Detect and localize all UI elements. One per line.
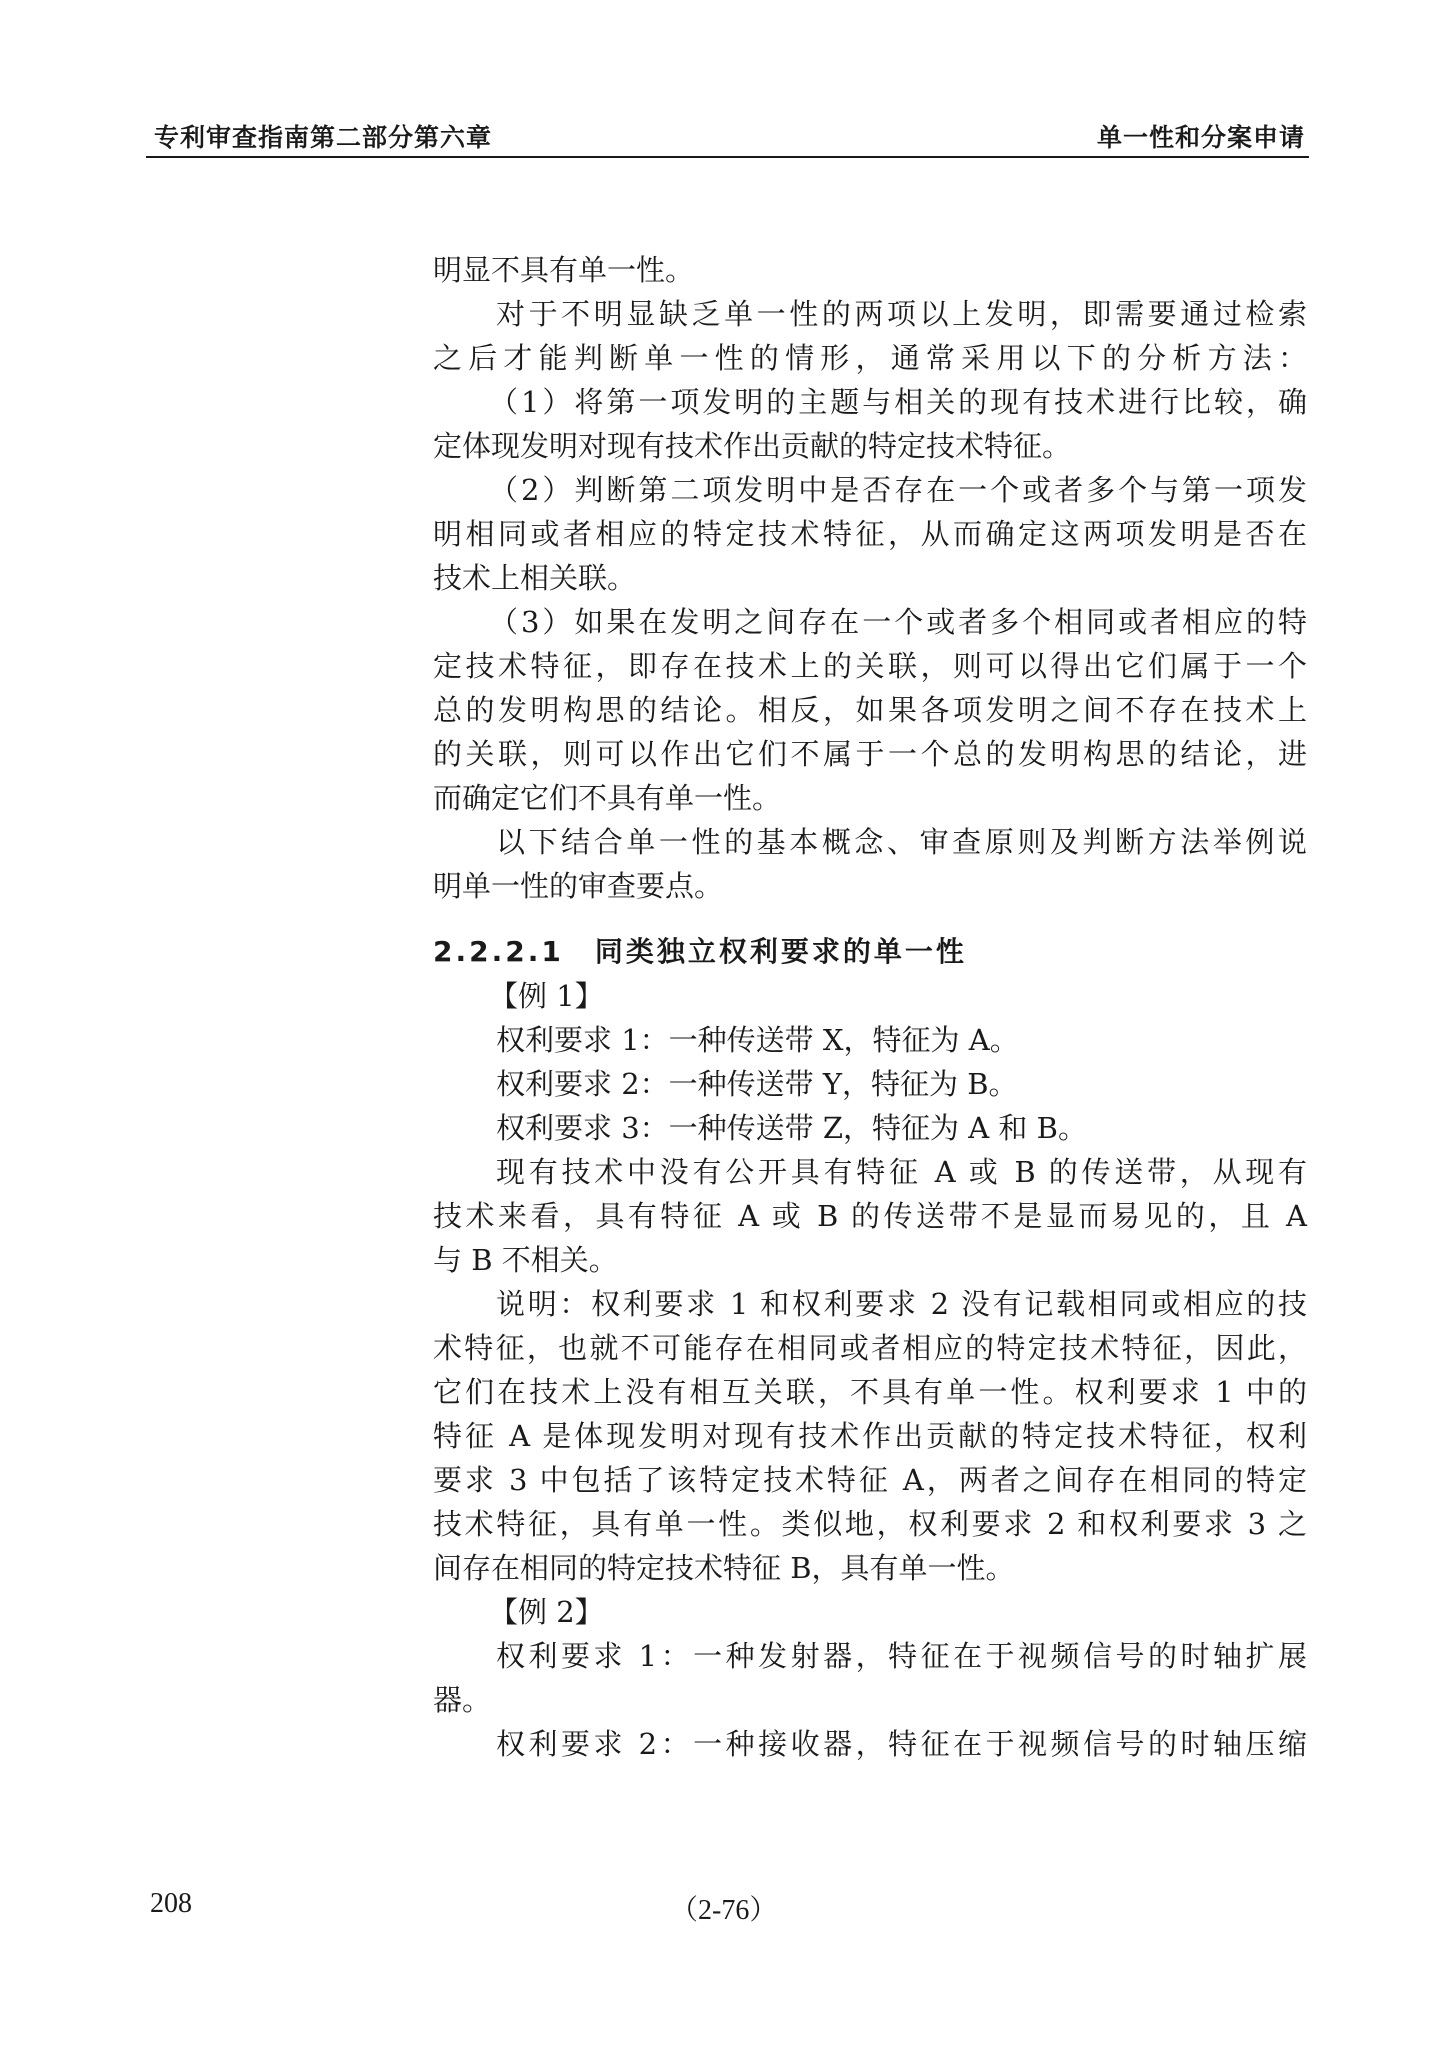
paragraph-line: 明显不具有单一性。 — [433, 253, 695, 287]
claim-line: 权利要求 2：一种传送带 Y，特征为 B。 — [496, 1067, 1018, 1101]
paragraph-line: 以下结合单一性的基本概念、审查原则及判断方法举例说 — [496, 825, 1307, 859]
claim-line: 权利要求 1：一种发射器，特征在于视频信号的时轴扩展 — [496, 1639, 1307, 1673]
paragraph-line: 技术上相关联。 — [433, 561, 637, 595]
paragraph-line: 术特征，也就不可能存在相同或者相应的特定技术特征，因此， — [433, 1331, 1307, 1365]
section-heading: 2.2.2.1 同类独立权利要求的单一性 — [433, 935, 967, 968]
claim-line: 器。 — [433, 1683, 492, 1717]
paragraph-line: 总的发明构思的结论。相反，如果各项发明之间不存在技术上 — [433, 693, 1307, 727]
paragraph-line: 说明：权利要求 1 和权利要求 2 没有记载相同或相应的技 — [496, 1287, 1307, 1321]
running-header — [146, 118, 1309, 158]
header-chapter-title: 专利审查指南第二部分第六章 — [154, 123, 493, 152]
paragraph-line: 明单一性的审查要点。 — [433, 869, 724, 903]
paragraph-line: 现有技术中没有公开具有特征 A 或 B 的传送带，从现有 — [496, 1155, 1307, 1189]
paragraph-line: 技术特征，具有单一性。类似地，权利要求 2 和权利要求 3 之 — [433, 1507, 1307, 1541]
paragraph-line: 明相同或者相应的特定技术特征，从而确定这两项发明是否在 — [433, 517, 1307, 551]
paragraph-line: 特征 A 是体现发明对现有技术作出贡献的特定技术特征，权利 — [433, 1419, 1307, 1453]
paragraph-line: 它们在技术上没有相互关联，不具有单一性。权利要求 1 中的 — [433, 1375, 1307, 1409]
example-label: 【例 2】 — [489, 1595, 604, 1629]
paragraph-line: （1）将第一项发明的主题与相关的现有技术进行比较，确 — [489, 385, 1307, 419]
paragraph-line: （3）如果在发明之间存在一个或者多个相同或者相应的特 — [489, 605, 1307, 639]
example-label: 【例 1】 — [489, 979, 604, 1013]
claim-line: 权利要求 2：一种接收器，特征在于视频信号的时轴压缩 — [496, 1727, 1307, 1761]
paragraph-line: 而确定它们不具有单一性。 — [433, 781, 782, 815]
body-text — [433, 248, 1307, 1766]
paragraph-line: 与 B 不相关。 — [433, 1243, 618, 1277]
paragraph-line: 之后才能判断单一性的情形，通常采用以下的分析方法： — [433, 341, 1307, 375]
claim-line: 权利要求 3：一种传送带 Z，特征为 A 和 B。 — [496, 1111, 1087, 1145]
paragraph-line: 的关联，则可以作出它们不属于一个总的发明构思的结论，进 — [433, 737, 1307, 771]
section-page-reference: （2-76） — [670, 1895, 778, 1926]
paragraph-line: 定体现发明对现有技术作出贡献的特定技术特征。 — [433, 429, 1072, 463]
paragraph-line: 技术来看，具有特征 A 或 B 的传送带不是显而易见的，且 A — [433, 1199, 1307, 1233]
paragraph-line: （2）判断第二项发明中是否存在一个或者多个与第一项发 — [489, 473, 1307, 507]
claim-line: 权利要求 1：一种传送带 X，特征为 A。 — [496, 1023, 1019, 1057]
paragraph-line: 间存在相同的特定技术特征 B，具有单一性。 — [433, 1551, 1015, 1585]
header-section-title: 单一性和分案申请 — [1096, 123, 1305, 152]
page-number: 208 — [150, 1888, 192, 1919]
paragraph-line: 对于不明显缺乏单一性的两项以上发明，即需要通过检索 — [496, 297, 1307, 331]
paragraph-line: 要求 3 中包括了该特定技术特征 A，两者之间存在相同的特定 — [433, 1463, 1307, 1497]
paragraph-line: 定技术特征，即存在技术上的关联，则可以得出它们属于一个 — [433, 649, 1307, 683]
